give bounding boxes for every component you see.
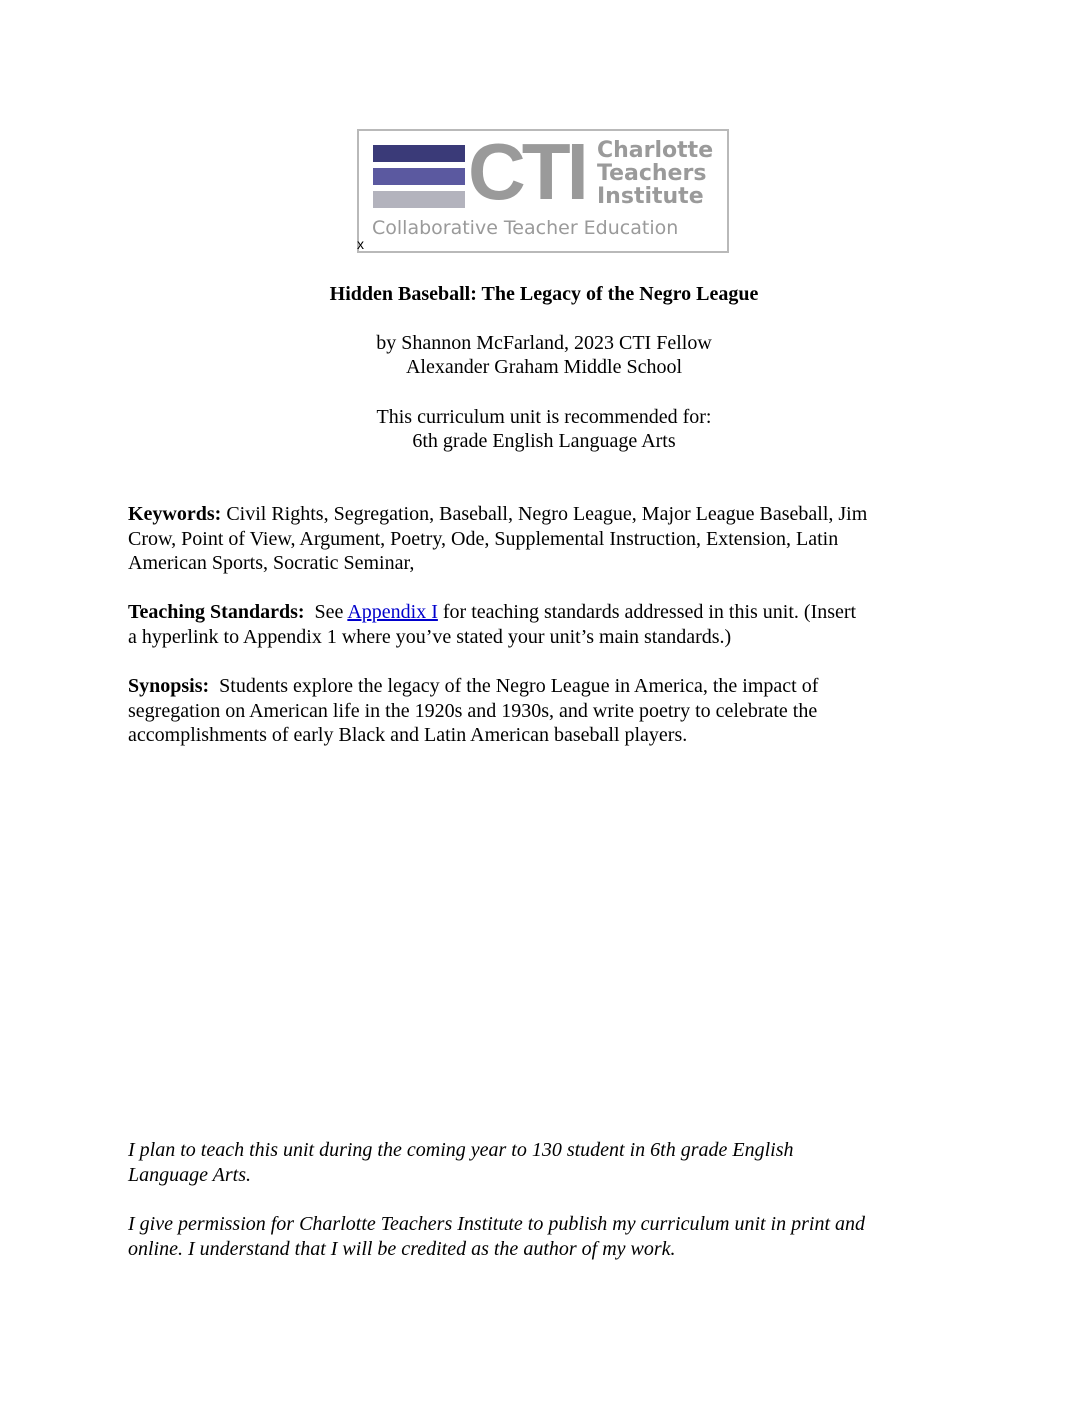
keywords-paragraph — [128, 502, 928, 576]
logo-name-line: Institute — [597, 184, 704, 209]
logo-tagline: Collaborative Teacher Education — [372, 217, 679, 239]
school-name: Alexander Graham Middle School — [405, 356, 683, 378]
keywords-line: Crow, Point of View, Argument, Poetry, Ode, Supplemental Instruction, Extension, Latin — [128, 527, 839, 550]
author-line: by Shannon McFarland, 2023 CTI Fellow — [376, 332, 712, 354]
standards-label: Teaching Standards: — [128, 601, 305, 623]
logo-institute-name — [597, 139, 713, 208]
recommended-grade: 6th grade English Language Arts — [412, 430, 676, 452]
logo-bar-bottom — [373, 191, 465, 208]
plan-line: I plan to teach this unit during the coming year to 130 student in 6th grade English — [128, 1139, 794, 1161]
appendix-link[interactable]: Appendix I — [347, 601, 438, 623]
standards-line: a hyperlink to Appendix 1 where you’ve stated your unit’s main standards.) — [128, 625, 732, 648]
standards-line — [128, 600, 928, 625]
keywords-line — [128, 502, 928, 527]
standards-pre-link: See — [314, 601, 344, 623]
cti-logo — [357, 129, 729, 253]
synopsis-line: segregation on American life in the 1920s and 1930s, and write poetry to celebrate the — [128, 699, 818, 722]
keywords-text: Civil Rights, Segregation, Baseball, Negro League, Major League Baseball, Jim — [226, 503, 868, 525]
synopsis-paragraph — [128, 674, 928, 748]
plan-line: Language Arts. — [128, 1163, 251, 1186]
standards-post-link: for teaching standards addressed in this unit. (Insert — [442, 601, 857, 623]
keywords-label: Keywords: — [128, 503, 222, 525]
synopsis-label: Synopsis: — [128, 675, 210, 697]
logo-name-line: Teachers — [597, 161, 707, 186]
publication-permission-statement — [128, 1212, 928, 1261]
logo-bar-middle — [373, 168, 465, 185]
document-title: Hidden Baseball: The Legacy of the Negro League — [329, 283, 759, 305]
synopsis-line: accomplishments of early Black and Latin American baseball players. — [128, 724, 688, 746]
teaching-plan-statement — [128, 1138, 928, 1187]
keywords-line: American Sports, Socratic Seminar, — [128, 552, 415, 574]
logo-broken-image-mark: x — [357, 236, 364, 252]
permission-line: online. I understand that I will be credited as the author of my work. — [128, 1237, 676, 1260]
logo-name-line: Charlotte — [597, 138, 714, 163]
synopsis-line — [128, 674, 928, 699]
permission-line: I give permission for Charlotte Teachers Institute to publish my curriculum unit in print and — [128, 1213, 866, 1235]
logo-acronym: CTI — [468, 127, 585, 216]
synopsis-text: Students explore the legacy of the Negro League in America, the impact of — [219, 675, 819, 697]
logo-bar-top — [373, 145, 465, 162]
recommended-intro: This curriculum unit is recommended for: — [376, 406, 712, 428]
teaching-standards-paragraph — [128, 600, 928, 649]
